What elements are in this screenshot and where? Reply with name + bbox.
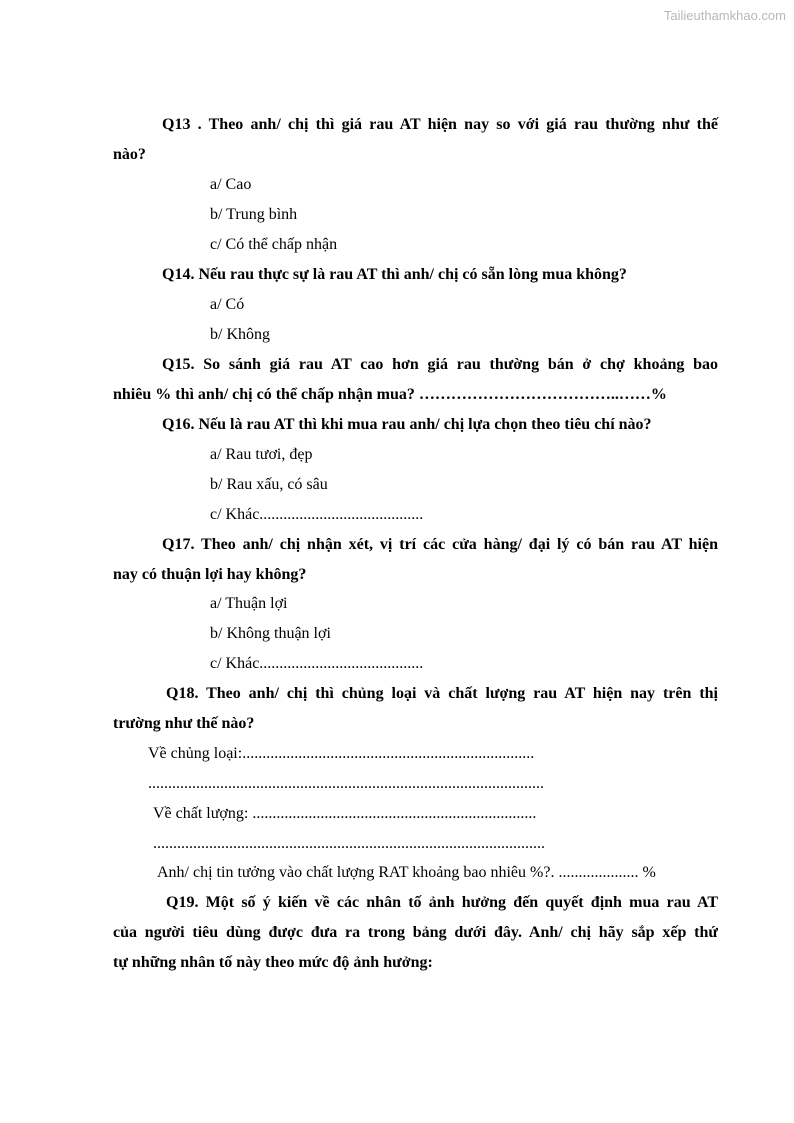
q13-option-c: c/ Có thể chấp nhận [210,236,338,253]
q14-line1: Q14. Nếu rau thực sự là rau AT thì anh/ chị có sẵn lòng mua không? [162,266,627,283]
q14-option-b: b/ Không [210,326,270,343]
q18-dots-1: ................................................................................................... [148,775,544,792]
q13-line1: Q13 . Theo anh/ chị thì giá rau AT hiện nay so với giá rau thường như thế [162,116,718,133]
q18-chat-luong: Về chất lượng: ....................................................................... [153,805,537,822]
q13-option-b: b/ Trung bình [210,206,298,223]
q17-option-c: c/ Khác......................................... [210,655,424,672]
q16-option-a: a/ Rau tươi, đẹp [210,446,313,463]
q17-option-b: b/ Không thuận lợi [210,625,331,642]
q16-option-c: c/ Khác......................................... [210,506,424,523]
q13-line2: nào? [113,146,146,163]
q18-line1: Q18. Theo anh/ chị thì chủng loại và chất lượng rau AT hiện nay trên thị [166,685,718,702]
q18-tin-tuong: Anh/ chị tin tưởng vào chất lượng RAT khoảng bao nhiêu %?. .................... % [157,864,656,881]
q19-line1: Q19. Một số ý kiến về các nhân tố ảnh hưởng đến quyết định mua rau AT [166,894,718,911]
q16-option-b: b/ Rau xấu, có sâu [210,476,328,493]
q17-line1: Q17. Theo anh/ chị nhận xét, vị trí các cửa hàng/ đại lý có bán rau AT hiện [162,536,718,553]
q19-line3: tự những nhân tố này theo mức độ ảnh hưởng: [113,954,433,971]
q13-option-a: a/ Cao [210,176,252,193]
q16-line1: Q16. Nếu là rau AT thì khi mua rau anh/ chị lựa chọn theo tiêu chí nào? [162,416,652,433]
q18-chung-loai: Về chủng loại:......................................................................... [148,745,535,762]
q15-line2: nhiêu % thì anh/ chị có thể chấp nhận mua? ………………………………..……% [113,386,667,403]
q17-option-a: a/ Thuận lợi [210,595,288,612]
q18-dots-2: .................................................................................................. [153,835,545,852]
q18-line2: trường như thế nào? [113,715,255,732]
q14-option-a: a/ Có [210,296,245,313]
q19-line2: của người tiêu dùng được đưa ra trong bảng dưới đây. Anh/ chị hãy sắp xếp thứ [113,924,718,941]
q15-line1: Q15. So sánh giá rau AT cao hơn giá rau thường bán ở chợ khoảng bao [162,356,718,373]
q17-line2: nay có thuận lợi hay không? [113,566,307,583]
watermark: Tailieuthamkhao.com [663,8,786,23]
